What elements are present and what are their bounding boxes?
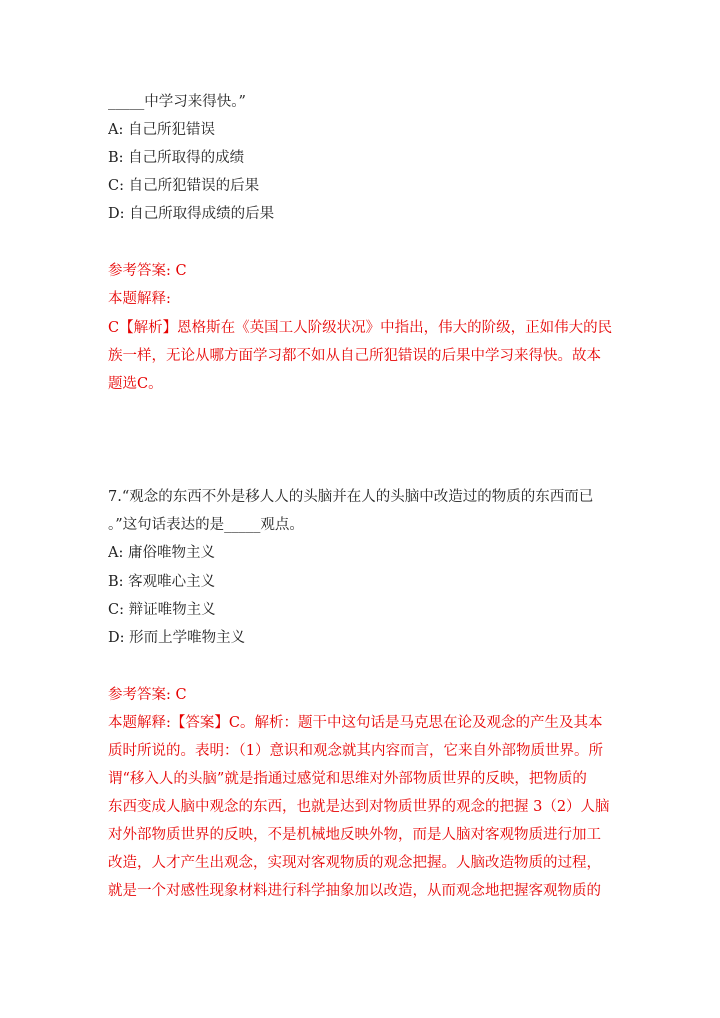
q7-option-b: B: 客观唯心主义 (108, 574, 216, 590)
q7-option-c: C: 辩证唯物主义 (108, 602, 216, 618)
q6-option-d: D: 自己所取得成绩的后果 (108, 206, 275, 222)
q7-option-a: A: 庸俗唯物主义 (108, 545, 215, 561)
q7-option-d: D: 形而上学唯物主义 (108, 630, 246, 646)
q7-analysis-line-6: 改造，人才产生出观念，实现对客观物质的观念把握。人脑改造物质的过程， (108, 855, 601, 871)
q6-option-b: B: 自己所取得的成绩 (108, 150, 245, 166)
q7-analysis-line-4: 东西变成人脑中观念的东西，也就是达到对物质世界的观念的把握 3（2）人脑 (108, 799, 610, 815)
q6-stem-tail: _____中学习来得快。” (108, 94, 246, 110)
q6-analysis-line-2: 族一样，无论从哪方面学习都不如从自己所犯错误的后果中学习来得快。故本 (108, 348, 601, 364)
q6-answer: 参考答案: C (108, 263, 187, 279)
q7-stem-line-1: 7.“观念的东西不外是移人人的头脑并在人的头脑中改造过的物质的东西而已 (108, 489, 594, 505)
q6-analysis-line-3: 题选C。 (108, 376, 163, 392)
q7-stem-line-2: 。”这句话表达的是_____观点。 (108, 517, 304, 533)
q7-analysis-line-1: 本题解释:【答案】C。解析：题干中这句话是马克思在论及观念的产生及其本 (108, 715, 603, 731)
q7-analysis-line-3: 谓“移入人的头脑”就是指通过感觉和思维对外部物质世界的反映，把物质的 (108, 771, 587, 787)
q7-analysis-line-5: 对外部物质世界的反映，不是机械地反映外物，而是人脑对客观物质进行加工 (108, 827, 601, 843)
q7-answer: 参考答案: C (108, 687, 187, 703)
q7-analysis-line-7: 就是一个对感性现象材料进行科学抽象加以改造，从而观念地把握客观物质的 (108, 883, 601, 899)
q6-option-c: C: 自己所犯错误的后果 (108, 178, 260, 194)
q6-analysis-line-1: C【解析】恩格斯在《英国工人阶级状况》中指出，伟大的阶级，正如伟大的民 (108, 320, 613, 336)
q7-analysis-line-2: 质时所说的。表明：（1）意识和观念就其内容而言，它来自外部物质世界。所 (108, 743, 603, 759)
q6-option-a: A: 自己所犯错误 (108, 122, 215, 138)
q6-analysis-label: 本题解释: (108, 291, 171, 307)
